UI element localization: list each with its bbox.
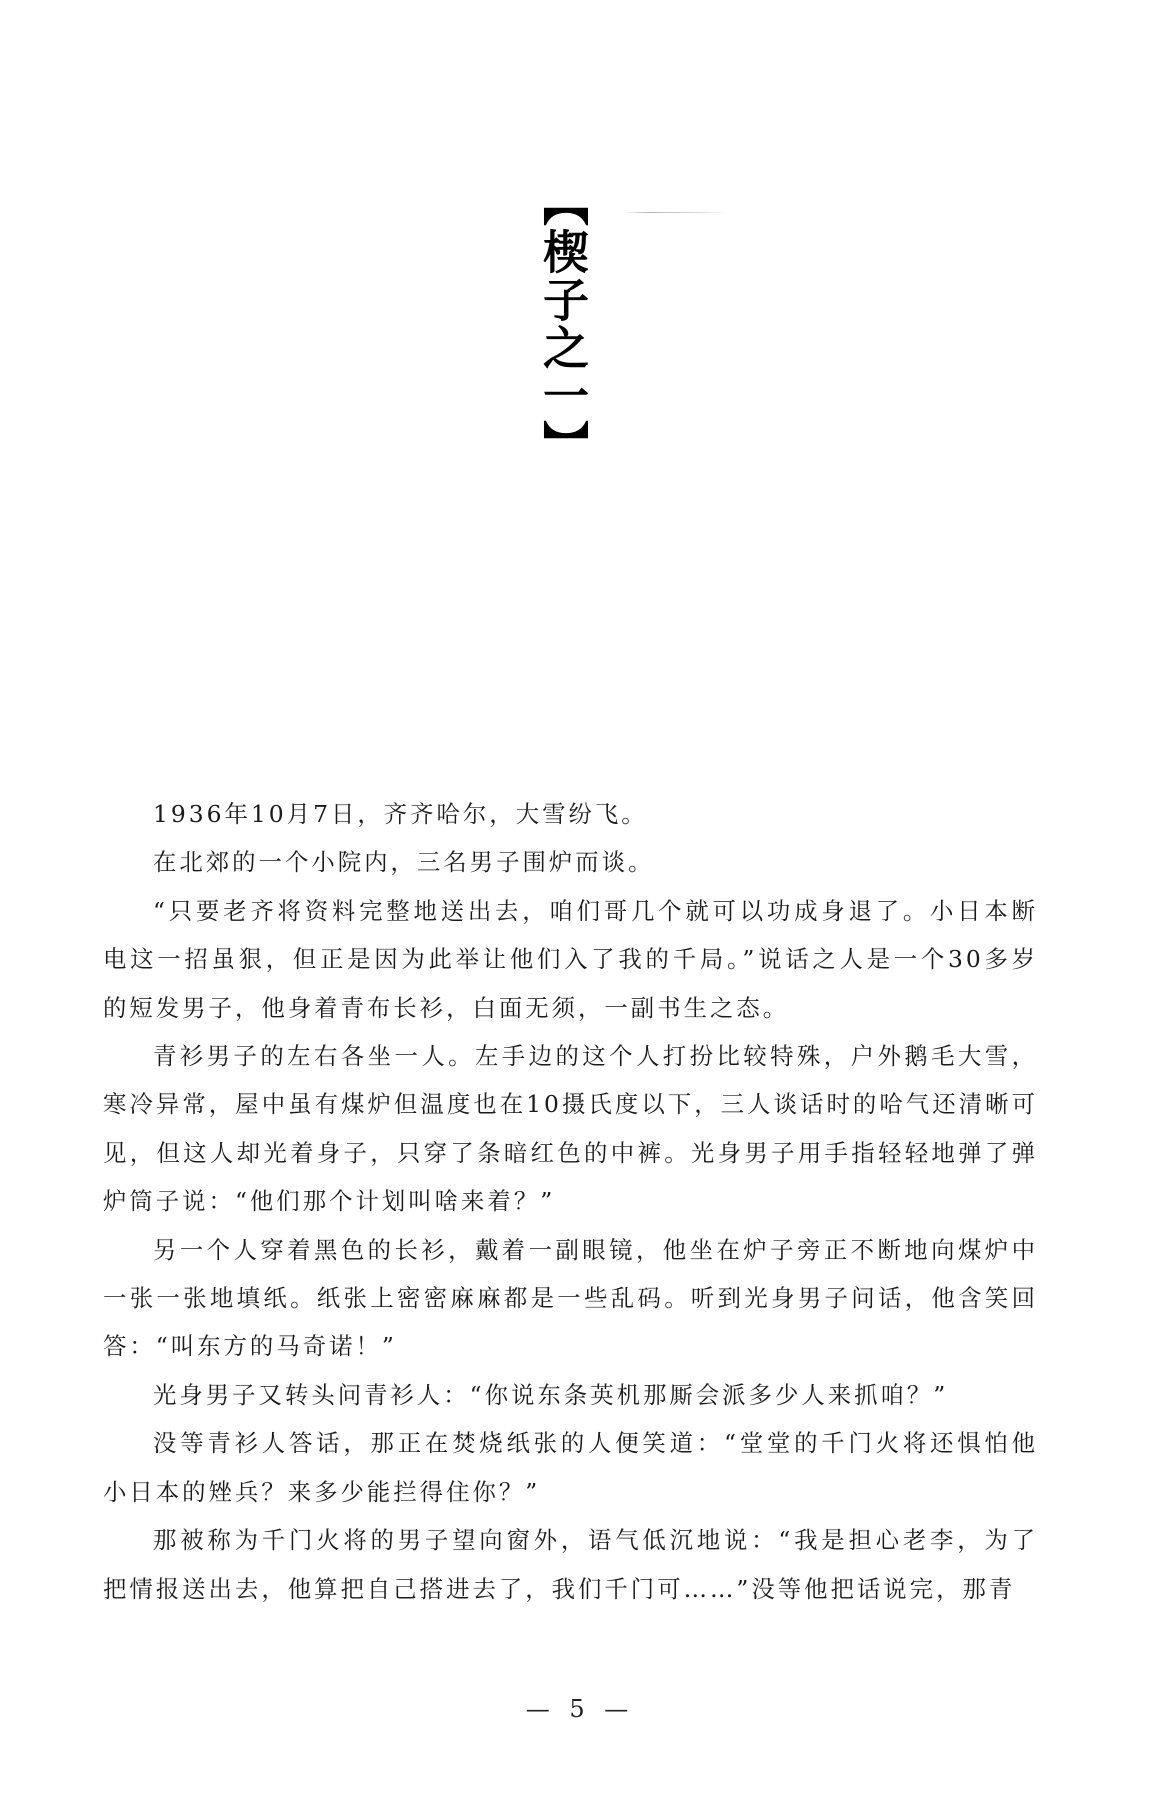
paragraph: 另一个人穿着黑色的长衫，戴着一副眼镜，他坐在炉子旁正不断地向煤炉中一张一张地填纸。纸张上密密麻麻都是一些乱码。听到光身男子问话，他含笑回答：“叫东方的马奇诺！” [103,1235,1038,1361]
paragraph: 没等青衫人答话，那正在焚烧纸张的人便笑道：“堂堂的千门火将还惧怕他小日本的矬兵？来多少能拦得住你？” [103,1429,1038,1506]
paragraph: 那被称为千门火将的男子望向窗外，语气低沉地说：“我是担心老李，为了把情报送出去，他算把自己搭进去了，我们千门可……”没等他把话说完，那青 [103,1526,1038,1603]
scan-artifact-line [625,212,730,213]
paragraph: “只要老齐将资料完整地送出去，咱们哥几个就可以功成身退了。小日本断电这一招虽狠，但正是因为此举让他们入了我的千局。”说话之人是一个30多岁的短发男子，他身着青布长衫，白面无须，一副书生之态。 [103,896,1038,1022]
page-number: — 5 — [525,1695,635,1723]
paragraph: 在北郊的一个小院内，三名男子围炉而谈。 [153,848,655,877]
paragraph: 1936年10月7日，齐齐哈尔，大雪纷飞。 [153,800,648,828]
body-text [103,790,1038,1613]
paragraph: 光身男子又转头问青衫人：“你说东条英机那厮会派多少人来抓咱？” [153,1380,949,1409]
paragraph: 青衫男子的左右各坐一人。左手边的这个人打扮比较特殊，户外鹅毛大雪，寒冷异常，屋中虽有煤炉但温度也在10摄氏度以下，三人谈话时的哈气还清晰可见，但这人却光着身子，只穿了条暗红色的中裤。光身男子用手指轻轻地弹了弹炉筒子说：“他们那个计划叫啥来着？” [103,1042,1038,1216]
chapter-title: 【楔子之一】 [536,180,590,468]
